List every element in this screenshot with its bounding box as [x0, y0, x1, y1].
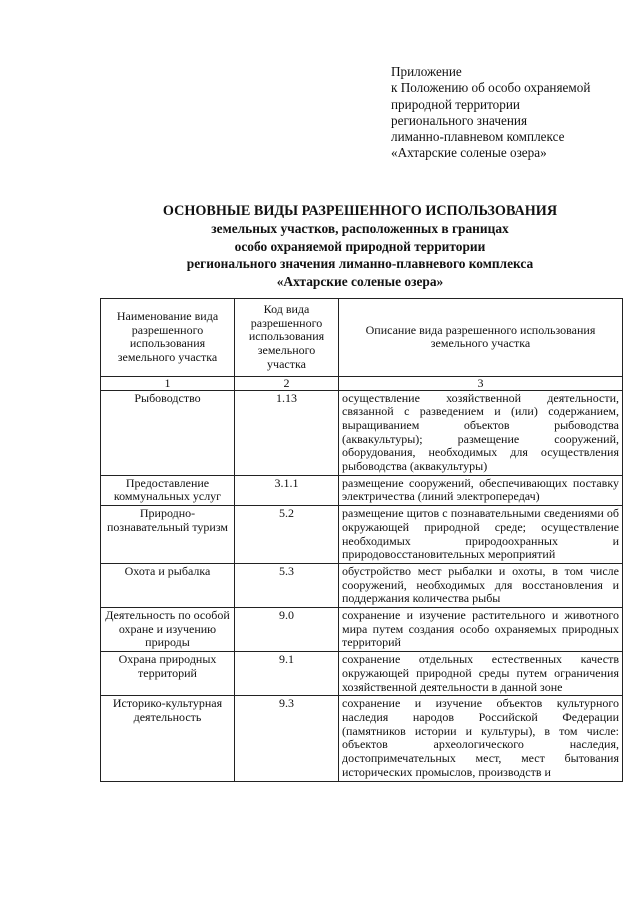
land-use-code: 1.13	[235, 390, 339, 475]
land-use-code: 9.1	[235, 652, 339, 696]
table-row	[101, 475, 623, 505]
table-row	[101, 563, 623, 607]
land-use-name: Рыбоводство	[101, 390, 235, 475]
land-use-code: 9.0	[235, 608, 339, 652]
land-use-name: Предоставление коммунальных услуг	[101, 475, 235, 505]
title-subline: особо охраняемой природной территории	[234, 238, 486, 254]
land-use-description: осуществление хозяйственной деятельности, связанной с разведением и (или) содержанием, выращиванием объектов рыбоводства (аквакультуры); размещение сооружений, оборудования, необходимых для осуществления рыбоводства (аквакультуры)	[339, 390, 623, 475]
header-name: Наименование вида разрешенного использования земельного участка	[101, 299, 235, 377]
title-main: ОСНОВНЫЕ ВИДЫ РАЗРЕШЕННОГО ИСПОЛЬЗОВАНИЯ	[162, 203, 558, 219]
column-number-row	[101, 376, 623, 390]
land-use-table	[100, 298, 623, 782]
land-use-name: Охота и рыбалка	[101, 563, 235, 607]
appendix-line: природной территории	[391, 96, 520, 112]
land-use-description: размещение сооружений, обеспечивающих поставку электричества (линий электропередач)	[339, 475, 623, 505]
title-subline: регионального значения лиманно-плавневого комплекса	[186, 256, 534, 272]
header-code: Код вида разрешенного использования земельного участка	[235, 299, 339, 377]
land-use-name: Историко-культурная деятельность	[101, 696, 235, 781]
land-use-code: 5.2	[235, 506, 339, 564]
land-use-table-container	[100, 298, 623, 782]
appendix-line: Приложение	[391, 64, 462, 79]
land-use-description: обустройство мест рыбалки и охоты, в том числе сооружений, необходимых для восстановления и поддержания количества рыбы	[339, 563, 623, 607]
table-header-row	[101, 299, 623, 377]
table-row	[101, 696, 623, 781]
table-row	[101, 652, 623, 696]
land-use-description: сохранение отдельных естественных качеств окружающей природной среды путем ограничения хозяйственной деятельности в данной зоне	[339, 652, 623, 696]
title-subline: земельных участков, расположенных в границах	[211, 221, 509, 237]
appendix-header	[391, 64, 636, 162]
land-use-description: сохранение и изучение растительного и животного мира путем создания особо охраняемых природных территорий	[339, 608, 623, 652]
land-use-code: 5.3	[235, 563, 339, 607]
land-use-description: размещение щитов с познавательными сведениями об окружающей природной среде; осуществление необходимых природоохранных и природовосстановительных мероприятий	[339, 506, 623, 564]
land-use-name: Природно-познавательный туризм	[101, 506, 235, 564]
document-title	[100, 203, 620, 290]
land-use-code: 3.1.1	[235, 475, 339, 505]
appendix-line: к Положению об особо охраняемой	[391, 80, 591, 96]
table-row	[101, 608, 623, 652]
header-description: Описание вида разрешенного использования земельного участка	[339, 299, 623, 377]
land-use-description: сохранение и изучение объектов культурного наследия народов Российской Федерации (памятников истории и культуры), в том числе: объектов археологического наследия, достопримечательных мест, мест бытования исторических промыслов, производств и	[339, 696, 623, 781]
appendix-line: лиманно-плавневом комплексе	[391, 129, 565, 145]
appendix-line: «Ахтарские соленые озера»	[391, 145, 547, 161]
column-number: 2	[235, 376, 339, 390]
land-use-name: Охрана природных территорий	[101, 652, 235, 696]
land-use-name: Деятельность по особой охране и изучению природы	[101, 608, 235, 652]
table-row	[101, 390, 623, 475]
table-body	[101, 390, 623, 781]
title-subline: «Ахтарские соленые озера»	[276, 273, 444, 289]
column-number: 3	[339, 376, 623, 390]
land-use-code: 9.3	[235, 696, 339, 781]
column-number: 1	[101, 376, 235, 390]
table-row	[101, 506, 623, 564]
appendix-line: регионального значения	[391, 112, 528, 128]
